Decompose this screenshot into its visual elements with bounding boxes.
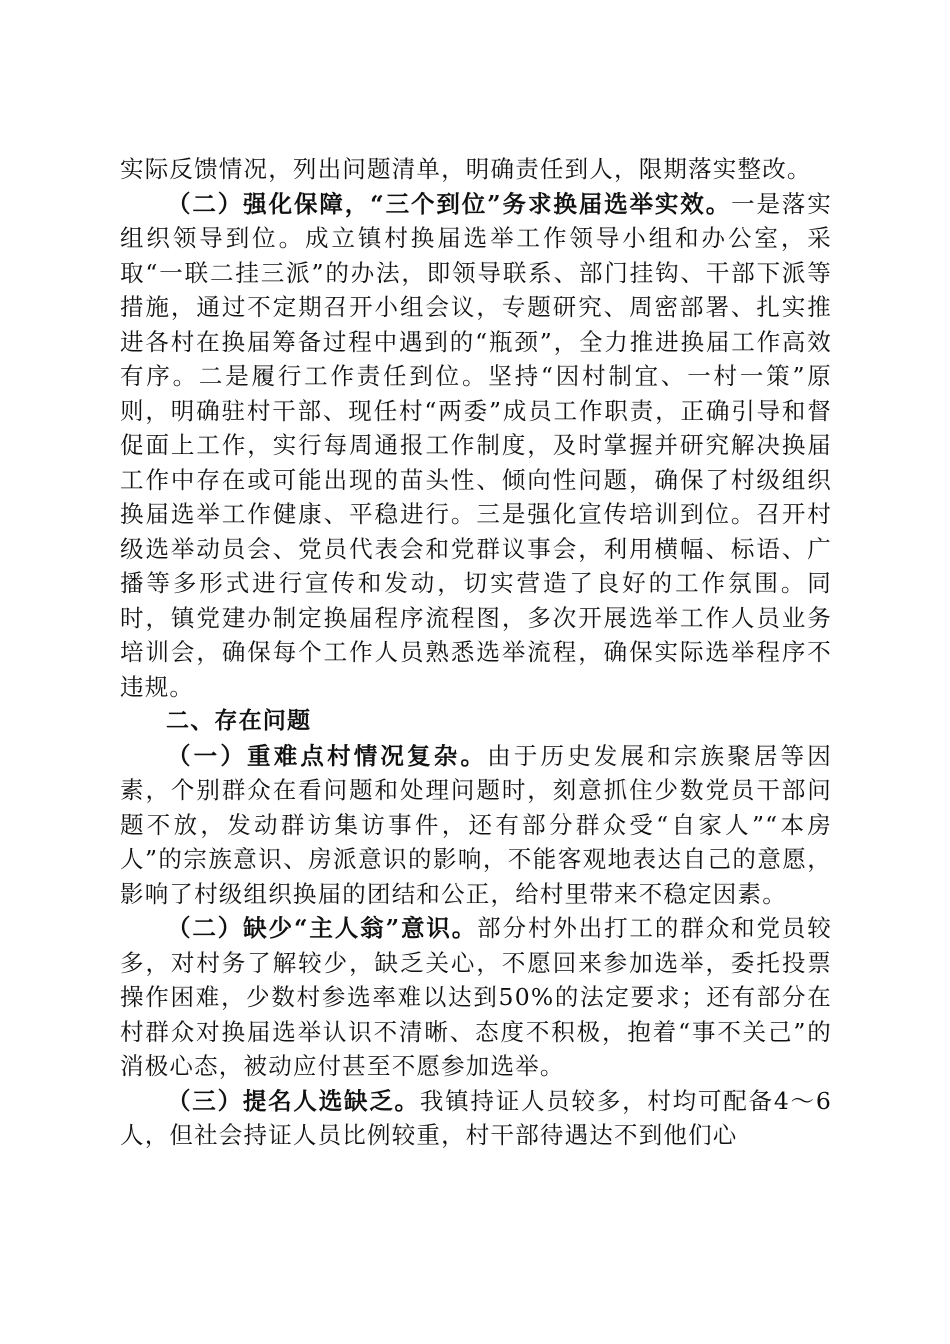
paragraph-lead-title: （二）缺少“主人翁”意识。 xyxy=(167,914,478,942)
paragraph-complex-villages xyxy=(120,739,832,912)
paragraph-lead-title: （三）提名人选缺乏。 xyxy=(167,1086,420,1115)
section-heading: 二、存在问题 xyxy=(166,708,312,734)
document-page xyxy=(120,152,832,1153)
paragraph-text: 我镇持证人员较多，村均可配备4～6人，但社会持证人员比例较重，村干部待遇达不到他们心 xyxy=(120,1086,832,1149)
paragraph-lead-title: （二）强化保障，“三个到位”务求换届选举实效。 xyxy=(167,189,732,218)
paragraph-continuation xyxy=(120,152,832,187)
paragraph-strengthen-guarantee xyxy=(120,187,832,705)
paragraph-lead-title: （一）重难点村情况复杂。 xyxy=(167,741,488,770)
paragraph-text: 由于历史发展和宗族聚居等因素，个别群众在看问题和处理问题时，刻意抓住少数党员干部问题不放，发动群访集访事件，还有部分群众受“自家人”“本房人”的宗族意识、房派意识的影响，不能客观地表达自己的意愿，影响了村级组织换届的团结和公正，给村里带来不稳定因素。 xyxy=(120,741,832,908)
paragraph-text: 一是落实组织领导到位。成立镇村换届选举工作领导小组和办公室，采取“一联二挂三派”的办法，即领导联系、部门挂钩、干部下派等措施，通过不定期召开小组会议，专题研究、周密部署、扎实推进各村在换届筹备过程中遇到的“瓶颈”，全力推进换届工作高效有序。二是履行工作责任到位。坚持“因村制宜、一村一策”原则，明确驻村干部、现任村“两委”成员工作职责，正确引导和督促面上工作，实行每周通报工作制度，及时掌握并研究解决换届工作中存在或可能出现的苗头性、倾向性问题，确保了村级组织换届选举工作健康、平稳进行。三是强化宣传培训到位。召开村级选举动员会、党员代表会和党群议事会，利用横幅、标语、广播等多形式进行宣传和发动，切实营造了良好的工作氛围。同时，镇党建办制定换届程序流程图，多次开展选举工作人员业务培训会，确保每个工作人员熟悉选举流程，确保实际选举程序不违规。 xyxy=(120,189,832,701)
paragraph-nominee-shortage xyxy=(120,1084,832,1153)
paragraph-text: 部分村外出打工的群众和党员较多，对村务了解较少，缺乏关心，不愿回来参加选举，委托投票操作困难，少数村参选率难以达到50%的法定要求；还有部分在村群众对换届选举认识不清晰、态度不积极，抱着“事不关己”的消极心态，被动应付甚至不愿参加选举。 xyxy=(120,914,832,1080)
paragraph-text: 实际反馈情况，列出问题清单，明确责任到人，限期落实整改。 xyxy=(120,155,812,183)
paragraph-ownership-awareness xyxy=(120,911,832,1084)
